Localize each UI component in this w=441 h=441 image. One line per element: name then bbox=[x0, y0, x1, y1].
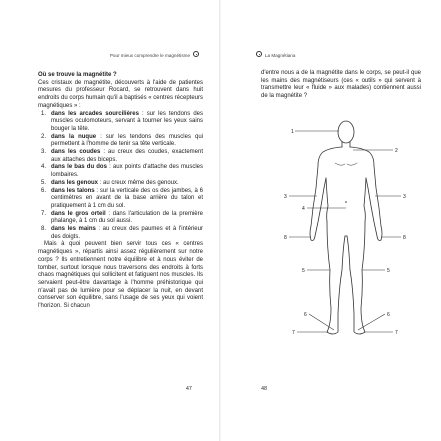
page-number: 48 bbox=[261, 386, 268, 392]
item-number: 6. bbox=[41, 187, 47, 194]
figure-label: 6 bbox=[304, 312, 307, 318]
item-number: 5. bbox=[41, 179, 47, 186]
section-heading: Où se trouve la magnétite ? bbox=[38, 72, 117, 78]
left-text-column bbox=[38, 72, 203, 311]
list-item bbox=[38, 188, 203, 211]
item-label: dans la nuque bbox=[51, 133, 97, 140]
right-page bbox=[221, 0, 441, 441]
item-number: 4. bbox=[41, 164, 47, 171]
list-item bbox=[38, 180, 203, 188]
figure-label: 7 bbox=[292, 330, 295, 336]
item-number: 3. bbox=[41, 149, 47, 156]
emblem-icon bbox=[193, 51, 199, 57]
item-text: : dans l'articulation de la première phalange, à 1 cm du sol aussi. bbox=[51, 210, 203, 225]
list-item bbox=[38, 111, 203, 134]
item-text: : au creux même des genoux. bbox=[98, 179, 179, 186]
figure-label: 1 bbox=[291, 129, 294, 135]
item-label: dans les arcades sourcilières bbox=[51, 110, 139, 117]
item-label: dans les genoux bbox=[51, 179, 99, 186]
item-number: 8. bbox=[41, 226, 47, 233]
body-diagram bbox=[281, 118, 411, 344]
running-head: Pour mieux comprendre le magnétisme bbox=[109, 53, 190, 58]
left-page bbox=[0, 0, 220, 441]
item-label: dans les coudes bbox=[51, 149, 101, 156]
item-number: 7. bbox=[41, 210, 47, 217]
figure-labels bbox=[284, 129, 406, 336]
item-label: dans les talons bbox=[51, 187, 95, 194]
figure-label: 3 bbox=[403, 194, 406, 200]
item-number: 2. bbox=[41, 133, 47, 140]
item-number: 1. bbox=[41, 110, 47, 117]
closing-paragraph: Mais à quoi peuvent bien servir tous ces « centres magnétiques », répartis ainsi assez régulièrement sur notre corps ? Ils entretiennent notre équilibre et à nous éviter de tomber, surtout lorsque nous traversons des endroits à forts chaos magnétiques qui sollicitent et fatiguent nos muscles. Ils servaient peut-être davantage à l'homme préhistorique qui n'avait pas de lumière pour se déplacer la nuit, en devant conserver son équilibre, sans l'usage de ses yeux qui voient l'horizon. Si chacun bbox=[38, 241, 203, 310]
figure-label: 2 bbox=[395, 148, 398, 154]
running-head: La Magnétiana bbox=[265, 53, 296, 58]
list-item bbox=[38, 226, 203, 241]
item-text: : sur la verticale des os des jambes, à 6 centimètres en avant de la base arrière du talon et pratiquement à 1 cm du sol. bbox=[51, 187, 203, 209]
list-item bbox=[38, 149, 203, 164]
list-item bbox=[38, 134, 203, 149]
list-item bbox=[38, 211, 203, 226]
emblem-icon bbox=[256, 51, 262, 57]
item-label: dans les mains bbox=[51, 226, 96, 233]
item-label: dans le gros orteil bbox=[51, 210, 106, 217]
list-item bbox=[38, 164, 203, 179]
figure-label: 4 bbox=[302, 206, 305, 212]
human-figure-outline bbox=[310, 121, 382, 334]
intro-paragraph: Ces cristaux de magnétite, découverts à l'aide de patientes mesures du professeur Rocard, se retrouvent dans huit endroits du corps humain qu'il a baptisés « centres récepteurs magnétiques » : bbox=[38, 79, 203, 109]
figure-label: 5 bbox=[302, 268, 305, 274]
item-text: : au creux des coudes, exactement aux attaches des biceps. bbox=[51, 149, 203, 163]
figure-label: 7 bbox=[395, 330, 398, 336]
item-text: : au creux des paumes et à l'intérieur des doigts. bbox=[51, 226, 203, 240]
figure-label: 6 bbox=[387, 312, 390, 318]
page-number: 47 bbox=[185, 386, 192, 392]
item-text: : sur les tendons des muscles qui permettent à l'homme de tenir sa tête verticale. bbox=[51, 133, 203, 148]
figure-label: 8 bbox=[284, 235, 287, 241]
right-text-column bbox=[261, 70, 421, 101]
figure-label: 8 bbox=[403, 235, 406, 241]
figure-label: 3 bbox=[284, 194, 287, 200]
figure-label: 5 bbox=[387, 268, 390, 274]
item-text: : sur les tendons des muscles oculomoteurs, servant à tourner les yeux sains bouger la tête. bbox=[51, 110, 203, 132]
leader-lines bbox=[289, 131, 401, 332]
receptor-list bbox=[38, 111, 203, 242]
item-label: dans le bas du dos bbox=[51, 164, 107, 171]
item-text: : aux points d'attache des muscles lombaires. bbox=[51, 164, 204, 179]
continuation-paragraph: d'entre nous a de la magnétite dans le corps, se peut-il que les mains des magnétiseurs (ces « outils » qui servent à transmettre leur « fluide » aux malades) contiennent aussi de la magnétite ? bbox=[261, 70, 421, 100]
